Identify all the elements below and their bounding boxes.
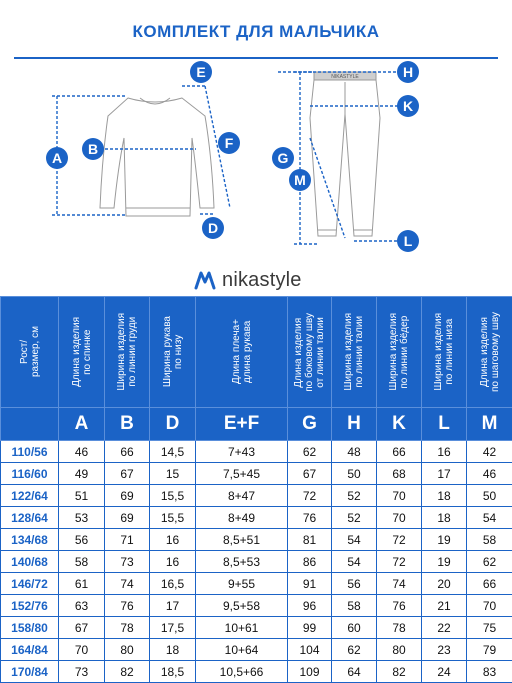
size-cell: 140/68 <box>1 551 59 573</box>
table-cell: 99 <box>288 617 332 639</box>
measurement-diagram <box>0 58 512 258</box>
table-cell: 16,5 <box>150 573 196 595</box>
table-cell: 75 <box>467 617 512 639</box>
table-cell: 23 <box>422 639 467 661</box>
shirt-drawing <box>100 98 214 216</box>
table-cell: 58 <box>59 551 105 573</box>
size-cell: 152/76 <box>1 595 59 617</box>
svg-text:H: H <box>403 64 413 80</box>
table-cell: 70 <box>467 595 512 617</box>
svg-text:L: L <box>404 233 413 249</box>
shirt-label-a <box>46 147 68 169</box>
table-cell: 16 <box>150 551 196 573</box>
shirt-label-e <box>190 61 212 83</box>
table-cell: 16 <box>150 529 196 551</box>
pants-label-m <box>289 169 311 191</box>
table-cell: 9,5+58 <box>196 595 288 617</box>
column-header <box>332 297 377 408</box>
svg-text:B: B <box>88 141 98 157</box>
size-cell: 158/80 <box>1 617 59 639</box>
svg-text:E: E <box>196 64 205 80</box>
column-header <box>150 297 196 408</box>
table-cell: 42 <box>467 441 512 463</box>
svg-text:D: D <box>208 220 218 236</box>
table-cell: 70 <box>377 507 422 529</box>
table-cell: 66 <box>467 573 512 595</box>
column-header <box>105 297 150 408</box>
column-letter <box>1 408 59 441</box>
size-cell: 116/60 <box>1 463 59 485</box>
column-header <box>288 297 332 408</box>
column-header-label: Ширина изделия по линии бёдер <box>388 313 410 391</box>
table-cell: 15 <box>150 463 196 485</box>
size-cell: 122/64 <box>1 485 59 507</box>
table-cell: 20 <box>422 573 467 595</box>
table-cell: 18 <box>422 485 467 507</box>
table-header-row <box>1 297 512 408</box>
table-cell: 76 <box>377 595 422 617</box>
column-header <box>467 297 512 408</box>
table-cell: 73 <box>105 551 150 573</box>
table-cell: 7,5+45 <box>196 463 288 485</box>
table-row <box>1 463 512 485</box>
table-row <box>1 661 512 683</box>
table-cell: 58 <box>332 595 377 617</box>
size-table <box>0 296 512 683</box>
table-cell: 70 <box>59 639 105 661</box>
table-cell: 104 <box>288 639 332 661</box>
table-cell: 19 <box>422 551 467 573</box>
table-cell: 15,5 <box>150 485 196 507</box>
table-cell: 8,5+51 <box>196 529 288 551</box>
table-cell: 8+49 <box>196 507 288 529</box>
table-cell: 18 <box>150 639 196 661</box>
table-cell: 15,5 <box>150 507 196 529</box>
table-cell: 18 <box>422 507 467 529</box>
table-cell: 66 <box>105 441 150 463</box>
column-header <box>196 297 288 408</box>
shirt-label-b <box>82 138 104 160</box>
table-cell: 24 <box>422 661 467 683</box>
table-row <box>1 485 512 507</box>
table-cell: 14,5 <box>150 441 196 463</box>
column-header <box>1 297 59 408</box>
table-row <box>1 595 512 617</box>
table-cell: 46 <box>467 463 512 485</box>
size-cell: 164/84 <box>1 639 59 661</box>
table-cell: 72 <box>288 485 332 507</box>
pants-label-k <box>397 95 419 117</box>
table-row <box>1 639 512 661</box>
pants-label-l <box>397 230 419 252</box>
svg-text:K: K <box>403 98 413 114</box>
column-header-label: Ширина изделия по линии талии <box>343 313 365 391</box>
title-bar <box>14 2 498 59</box>
table-cell: 17,5 <box>150 617 196 639</box>
column-header-label: Длина изделия по шаговому шву <box>479 312 501 392</box>
column-letter: B <box>105 408 150 441</box>
table-cell: 18,5 <box>150 661 196 683</box>
table-cell: 78 <box>377 617 422 639</box>
size-cell: 110/56 <box>1 441 59 463</box>
table-cell: 8,5+53 <box>196 551 288 573</box>
table-cell: 17 <box>150 595 196 617</box>
pants-label-g <box>272 147 294 169</box>
table-cell: 62 <box>288 441 332 463</box>
table-cell: 61 <box>59 573 105 595</box>
table-cell: 91 <box>288 573 332 595</box>
table-cell: 58 <box>467 529 512 551</box>
column-header <box>377 297 422 408</box>
table-cell: 67 <box>59 617 105 639</box>
table-cell: 49 <box>59 463 105 485</box>
table-cell: 16 <box>422 441 467 463</box>
table-cell: 67 <box>105 463 150 485</box>
table-cell: 19 <box>422 529 467 551</box>
brand-name: nikastyle <box>222 269 302 292</box>
table-cell: 52 <box>332 485 377 507</box>
column-letter: E+F <box>196 408 288 441</box>
table-cell: 83 <box>467 661 512 683</box>
table-row <box>1 441 512 463</box>
table-cell: 79 <box>467 639 512 661</box>
svg-text:M: M <box>294 172 306 188</box>
table-cell: 76 <box>288 507 332 529</box>
table-cell: 52 <box>332 507 377 529</box>
column-header-label: Рост/ размер, см <box>19 326 41 377</box>
table-cell: 62 <box>332 639 377 661</box>
column-header-label: Ширина рукава по низу <box>162 316 184 387</box>
pants-label-h <box>397 61 419 83</box>
table-cell: 73 <box>59 661 105 683</box>
table-cell: 51 <box>59 485 105 507</box>
table-cell: 81 <box>288 529 332 551</box>
column-letter: M <box>467 408 512 441</box>
table-cell: 76 <box>105 595 150 617</box>
table-cell: 68 <box>377 463 422 485</box>
svg-text:F: F <box>225 135 234 151</box>
table-cell: 48 <box>332 441 377 463</box>
table-cell: 80 <box>377 639 422 661</box>
table-cell: 10+61 <box>196 617 288 639</box>
table-cell: 53 <box>59 507 105 529</box>
table-cell: 67 <box>288 463 332 485</box>
shirt-label-d <box>202 217 224 239</box>
table-cell: 64 <box>332 661 377 683</box>
pants-drawing <box>310 72 380 236</box>
column-header <box>59 297 105 408</box>
table-row <box>1 529 512 551</box>
column-header-label: Ширина изделия по линии низа <box>433 313 455 391</box>
table-cell: 66 <box>377 441 422 463</box>
svg-text:A: A <box>52 150 62 166</box>
table-cell: 50 <box>332 463 377 485</box>
size-cell: 170/84 <box>1 661 59 683</box>
column-header-label: Ширина изделия по линии груди <box>116 313 138 391</box>
table-cell: 80 <box>105 639 150 661</box>
table-cell: 10,5+66 <box>196 661 288 683</box>
waistband-text: NIKASTYLE <box>331 74 359 80</box>
table-cell: 82 <box>105 661 150 683</box>
column-header-label: Длина изделия по спинке <box>71 317 93 387</box>
table-cell: 7+43 <box>196 441 288 463</box>
nikastyle-logo-icon <box>194 269 216 291</box>
table-cell: 96 <box>288 595 332 617</box>
table-cell: 54 <box>332 551 377 573</box>
column-header-label: Длина изделия по боковому шву от линии талии <box>293 313 326 392</box>
table-cell: 72 <box>377 529 422 551</box>
size-table-container <box>0 296 512 682</box>
size-cell: 134/68 <box>1 529 59 551</box>
table-cell: 56 <box>59 529 105 551</box>
table-cell: 17 <box>422 463 467 485</box>
table-cell: 74 <box>105 573 150 595</box>
table-cell: 22 <box>422 617 467 639</box>
table-cell: 69 <box>105 507 150 529</box>
table-cell: 72 <box>377 551 422 573</box>
table-row <box>1 507 512 529</box>
table-cell: 82 <box>377 661 422 683</box>
table-cell: 46 <box>59 441 105 463</box>
column-letter: A <box>59 408 105 441</box>
column-letter: D <box>150 408 196 441</box>
table-cell: 63 <box>59 595 105 617</box>
table-cell: 54 <box>467 507 512 529</box>
table-cell: 62 <box>467 551 512 573</box>
column-header <box>422 297 467 408</box>
column-letter: G <box>288 408 332 441</box>
shirt-label-f <box>218 132 240 154</box>
table-row <box>1 617 512 639</box>
page-title: КОМПЛЕКТ ДЛЯ МАЛЬЧИКА <box>14 22 498 42</box>
column-letter: L <box>422 408 467 441</box>
table-body <box>1 441 512 683</box>
table-cell: 56 <box>332 573 377 595</box>
table-letter-row <box>1 408 512 441</box>
table-cell: 69 <box>105 485 150 507</box>
table-cell: 10+64 <box>196 639 288 661</box>
size-cell: 146/72 <box>1 573 59 595</box>
table-cell: 109 <box>288 661 332 683</box>
brand-logo <box>194 266 302 294</box>
table-cell: 60 <box>332 617 377 639</box>
column-letter: H <box>332 408 377 441</box>
svg-text:G: G <box>278 150 289 166</box>
table-cell: 70 <box>377 485 422 507</box>
column-header-label: Длина плеча+ длина рукава <box>231 319 253 384</box>
table-cell: 8+47 <box>196 485 288 507</box>
table-cell: 9+55 <box>196 573 288 595</box>
size-cell: 128/64 <box>1 507 59 529</box>
table-cell: 21 <box>422 595 467 617</box>
table-cell: 50 <box>467 485 512 507</box>
table-cell: 86 <box>288 551 332 573</box>
table-cell: 71 <box>105 529 150 551</box>
table-row <box>1 573 512 595</box>
table-cell: 78 <box>105 617 150 639</box>
table-cell: 74 <box>377 573 422 595</box>
table-row <box>1 551 512 573</box>
table-cell: 54 <box>332 529 377 551</box>
column-letter: K <box>377 408 422 441</box>
